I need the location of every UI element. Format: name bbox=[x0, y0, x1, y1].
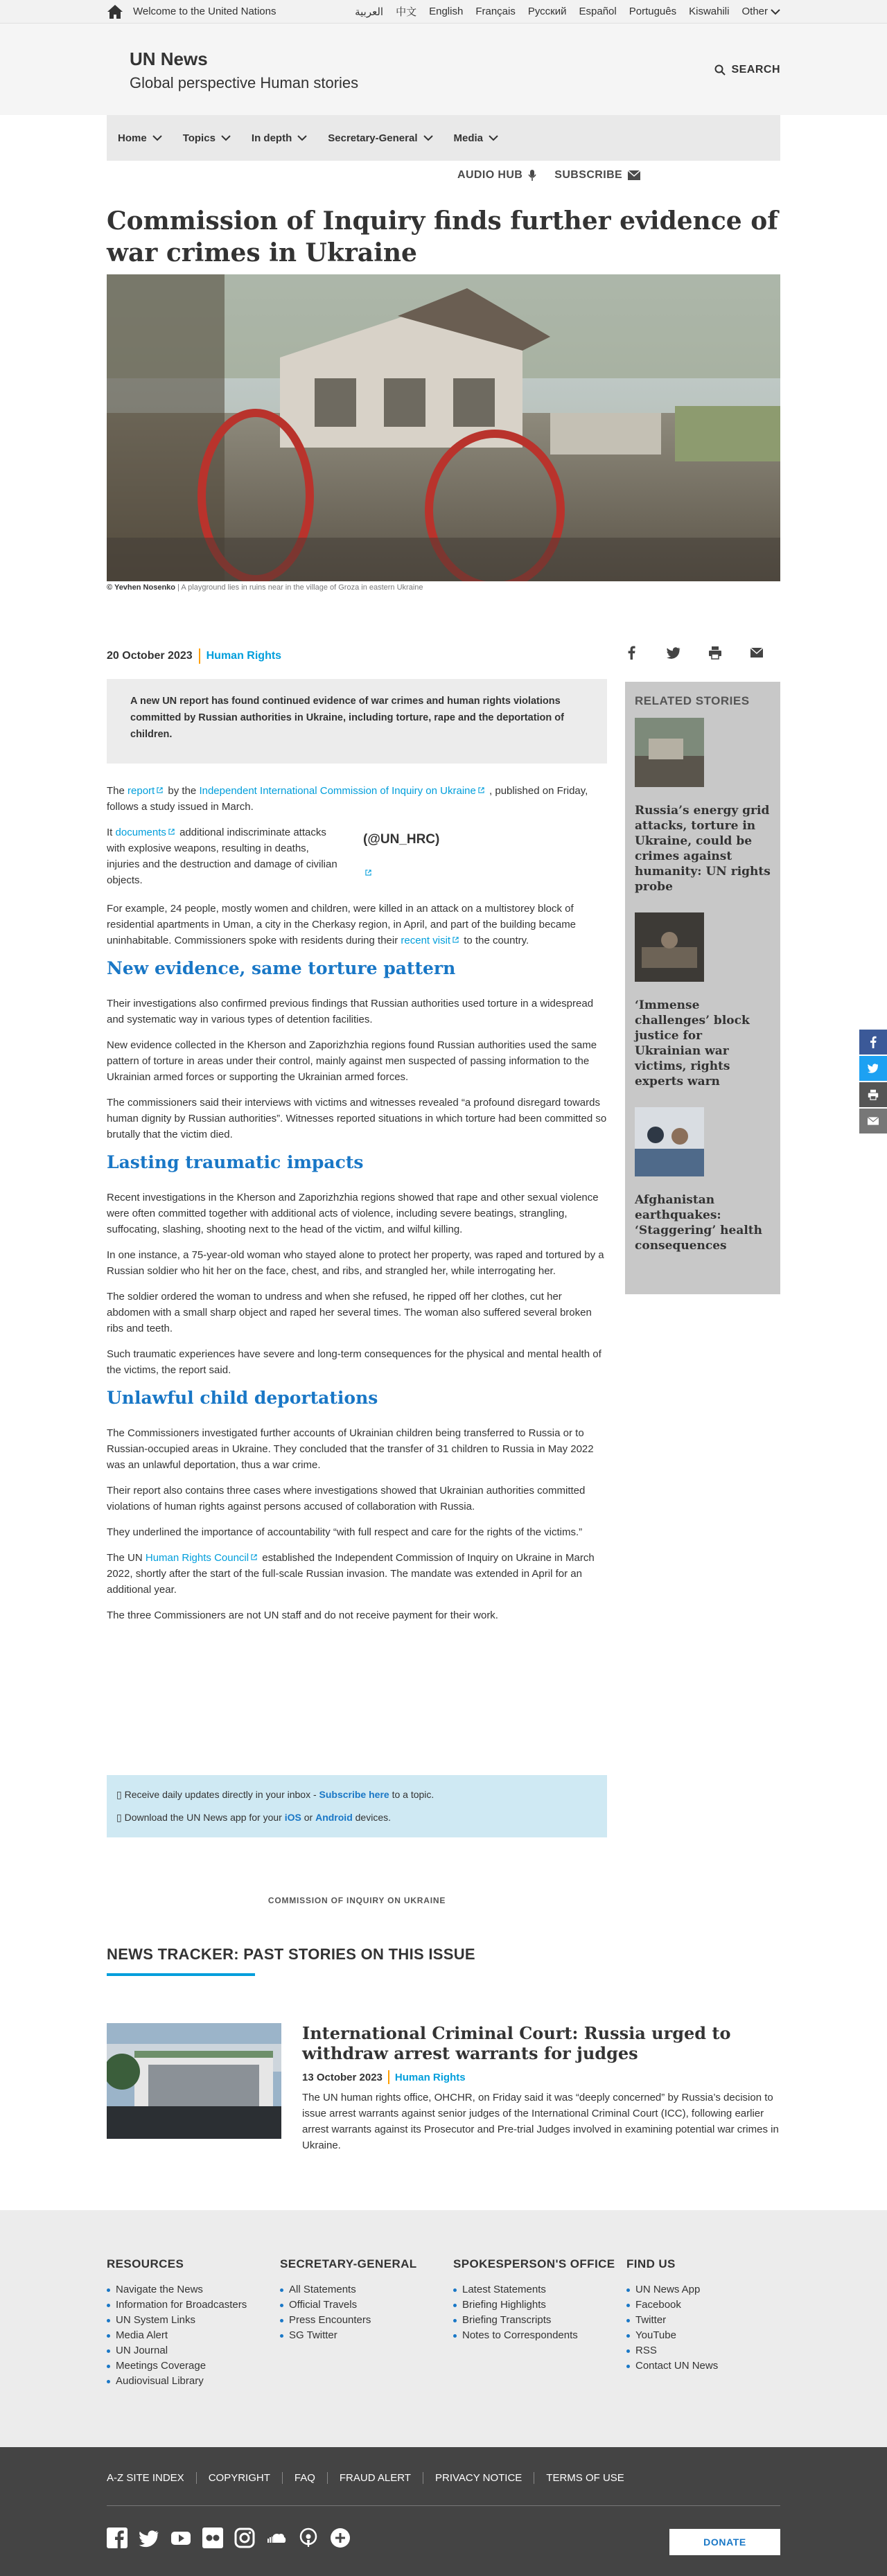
sub-nav bbox=[457, 169, 640, 182]
commission-link[interactable]: Independent International Commission of Inquiry on Ukraine bbox=[199, 785, 476, 797]
footer-legal-link[interactable]: TERMS OF USE bbox=[534, 2472, 636, 2484]
paragraph: The Commissioners investigated further accounts of Ukrainian children being transferred to Russia or to Russian-occupied areas in Ukraine. They concluded that the transfer of 31 children to Russia in May 2022 was an unlawful deportation, thus a war crime. bbox=[107, 1427, 594, 1471]
footer-divider bbox=[107, 2505, 780, 2506]
footer-heading: RESOURCES bbox=[107, 2257, 184, 2270]
documents-link[interactable]: documents bbox=[115, 827, 166, 838]
microphone-icon bbox=[528, 169, 536, 182]
footer-bottom bbox=[0, 2447, 887, 2576]
nav-label: Topics bbox=[182, 132, 216, 144]
topic-tag[interactable]: COMMISSION OF INQUIRY ON UKRAINE bbox=[267, 1896, 446, 1905]
footer-columns bbox=[107, 2257, 800, 2389]
brand-tagline: Global perspective Human stories bbox=[130, 74, 359, 91]
playground-ruins-photo bbox=[107, 274, 780, 581]
lang-spanish[interactable]: Español bbox=[579, 6, 617, 17]
tracker-underline bbox=[107, 1973, 255, 1976]
paragraph: In one instance, a 75-year-old woman who stayed alone to protect her property, was raped and tortured by a Russian soldier who hit her on the face, chest, and ribs, and strangled her, while interrogating her. bbox=[107, 1249, 604, 1277]
photo-caption: © Yevhen Nosenko | A playground lies in ruins near in the village of Groza in eastern Ukraine bbox=[107, 583, 423, 592]
article-date: 20 October 2023 bbox=[107, 650, 193, 662]
text: or bbox=[304, 1812, 313, 1823]
text: The UN bbox=[107, 1552, 143, 1564]
footer-column bbox=[626, 2257, 800, 2389]
text: It bbox=[107, 827, 113, 838]
phone-icon: ▯ bbox=[116, 1812, 122, 1823]
meta-divider bbox=[388, 2070, 389, 2084]
home-icon[interactable] bbox=[107, 4, 123, 19]
text: established the Independent Commission of Inquiry on Ukraine in March 2022, shortly after the start of the full-scale Russian invasion. The mandate was extended in April for an additional year. bbox=[107, 1552, 595, 1596]
footer-link[interactable]: Latest Statements bbox=[453, 2282, 626, 2297]
nav-media[interactable] bbox=[454, 132, 499, 144]
lang-french[interactable]: Français bbox=[475, 6, 516, 17]
footer-link[interactable]: YouTube bbox=[626, 2328, 800, 2343]
nav-home[interactable] bbox=[118, 132, 162, 144]
text: additional indiscriminate attacks with explosive weapons, resulting in deaths, injuries and the destruction and damage of civilian objects. bbox=[107, 827, 337, 886]
related-story[interactable] bbox=[635, 912, 771, 1089]
related-story[interactable] bbox=[635, 1107, 771, 1253]
paragraph bbox=[107, 783, 607, 815]
paragraph: Recent investigations in the Kherson and Zaporizhzhia regions showed that rape and other sexual violence were often committed together with additional acts of violence, including severe beatings, strangling, suffocating, slashing, shooting next to the head of the victim, and wilful killing. bbox=[107, 1192, 599, 1235]
photo-caption-text: A playground lies in ruins near in the village of Groza in eastern Ukraine bbox=[181, 583, 423, 592]
story-title: Russia’s energy grid attacks, torture in Ukraine, could be crimes against humanity: UN rights probe bbox=[635, 804, 771, 894]
hero-image bbox=[107, 274, 780, 581]
footer-link[interactable]: UN Journal bbox=[107, 2343, 280, 2358]
share-bar bbox=[625, 646, 764, 660]
twitter-icon[interactable] bbox=[667, 646, 680, 660]
twitter-handle: (@UN_HRC) bbox=[363, 832, 440, 847]
footer-link[interactable]: Facebook bbox=[626, 2297, 800, 2313]
footer-link[interactable]: Audiovisual Library bbox=[107, 2374, 280, 2389]
story-thumbnail bbox=[635, 1107, 704, 1176]
facebook-icon bbox=[869, 1036, 877, 1048]
text: For example, 24 people, mostly women and children, were killed in an attack on a multistorey block of residential apartments in Uman, a city in the Cherkasy region, in April, and part of the building became uninhabitable. Commissioners spoke with residents during their bbox=[107, 903, 577, 946]
paragraph bbox=[107, 901, 607, 949]
newsletter-box bbox=[107, 1775, 607, 1837]
article-body bbox=[107, 783, 607, 1633]
embed-row bbox=[107, 824, 607, 888]
footer-link[interactable]: Press Encounters bbox=[280, 2313, 453, 2328]
nav-label: In depth bbox=[251, 132, 292, 144]
footer-link[interactable]: Notes to Correspondents bbox=[453, 2328, 626, 2343]
footer-link[interactable]: Navigate the News bbox=[107, 2282, 280, 2297]
paragraph: They underlined the importance of accountability “with full respect and care for the rights of the victims.” bbox=[107, 1526, 583, 1538]
language-list bbox=[355, 4, 780, 19]
nav-label: Home bbox=[118, 132, 147, 144]
article-category-link[interactable]: Human Rights bbox=[206, 650, 282, 662]
tracker-headline[interactable]: International Criminal Court: Russia urged to withdraw arrest warrants for judges bbox=[302, 2023, 731, 2063]
footer-links bbox=[0, 2210, 887, 2447]
section-heading: Unlawful child deportations bbox=[107, 1388, 378, 1408]
lang-russian[interactable]: Русский bbox=[527, 6, 567, 17]
paragraph: The soldier ordered the woman to undress and when she refused, he ripped off her clothes, cut her abdomen with a small sharp object and raped her several times. The woman also suffered several broken ribs and teeth. bbox=[107, 1291, 592, 1334]
news-tracker-title: NEWS TRACKER: PAST STORIES ON THIS ISSUE bbox=[107, 1946, 475, 1963]
story-thumbnail bbox=[635, 912, 704, 982]
paragraph: New evidence collected in the Kherson and Zaporizhzhia regions found Russian authorities used the same pattern of torture in areas under their control, mainly against men suspected of passing information to the Ukrainian armed forces or supporting the Ukrainian armed forces. bbox=[107, 1039, 597, 1083]
footer-heading: SPOKESPERSON'S OFFICE bbox=[453, 2257, 615, 2270]
float-facebook-button[interactable] bbox=[859, 1030, 887, 1055]
related-title: RELATED STORIES bbox=[635, 694, 750, 707]
footer-link[interactable]: RSS bbox=[626, 2343, 800, 2358]
twitter-icon[interactable] bbox=[139, 2528, 159, 2548]
footer-legal-link[interactable]: COPYRIGHT bbox=[196, 2472, 282, 2484]
tracker-summary: The UN human rights office, OHCHR, on Friday said it was “deeply concerned” by Russia’s decision to issue arrest warrants against senior judges of the International Criminal Court (ICC), following earlier arrest warrants against its Prosecutor and Pre-trial Judges involved in examining potential war crimes in Ukraine. bbox=[302, 2092, 779, 2151]
search-label: SEARCH bbox=[731, 64, 780, 76]
newsletter-line bbox=[116, 1783, 597, 1806]
un-top-bar bbox=[0, 0, 887, 24]
related-stories bbox=[625, 682, 780, 1294]
brand-name: UN News bbox=[130, 48, 208, 69]
section-heading: Lasting traumatic impacts bbox=[107, 1152, 364, 1172]
paragraph bbox=[107, 1550, 607, 1598]
footer-link[interactable]: Briefing Highlights bbox=[453, 2297, 626, 2313]
footer-legal-link[interactable]: A-Z SITE INDEX bbox=[107, 2472, 184, 2484]
footer-link[interactable]: UN News App bbox=[626, 2282, 800, 2297]
main-nav bbox=[107, 115, 780, 161]
paragraph bbox=[107, 824, 342, 888]
text: The bbox=[107, 785, 125, 797]
report-link[interactable]: report bbox=[128, 785, 155, 797]
text: , published on Friday, follows a study issued in March. bbox=[107, 785, 588, 813]
paragraph: Such traumatic experiences have severe and long-term consequences for the physical and mental health of the victims, the report said. bbox=[107, 1348, 601, 1376]
search-icon bbox=[714, 64, 726, 76]
text: to the country. bbox=[464, 935, 529, 946]
page-title: Commission of Inquiry finds further evidence of war crimes in Ukraine bbox=[107, 206, 778, 267]
print-icon bbox=[868, 1089, 879, 1100]
section-heading: New evidence, same torture pattern bbox=[107, 958, 456, 978]
subscribe-here-link[interactable]: Subscribe here bbox=[319, 1789, 389, 1800]
brand[interactable] bbox=[130, 48, 358, 92]
email-share-icon[interactable] bbox=[750, 646, 764, 660]
audio-hub-label: AUDIO HUB bbox=[457, 169, 523, 181]
podcast-icon[interactable] bbox=[298, 2528, 319, 2548]
paragraph: The commissioners said their interviews with victims and witnesses revealed “a profound disregard towards human dignity by Russian authorities”. Witnesses reported situations in which torture had been committed so brutally that the victim died. bbox=[107, 1097, 607, 1140]
tracker-meta bbox=[302, 2070, 780, 2084]
paragraph: Their report also contains three cases where investigations showed that Ukrainian authorities committed violations of human rights against persons accused of collaboration with Russia. bbox=[107, 1485, 586, 1512]
facebook-icon[interactable] bbox=[625, 646, 639, 660]
footer-link[interactable]: Briefing Transcripts bbox=[453, 2313, 626, 2328]
external-link-icon bbox=[453, 937, 459, 943]
story-title: Afghanistan earthquakes: ‘Staggering’ health consequences bbox=[635, 1193, 763, 1253]
chevron-down-icon bbox=[221, 134, 231, 141]
footer-link[interactable]: Twitter bbox=[626, 2313, 800, 2328]
footer-link[interactable]: Information for Broadcasters bbox=[107, 2297, 280, 2313]
tracker-date: 13 October 2023 bbox=[302, 2071, 383, 2083]
twitter-icon bbox=[868, 1064, 879, 1073]
soundcloud-icon[interactable] bbox=[266, 2528, 287, 2548]
twitter-embed[interactable] bbox=[363, 824, 439, 888]
photo-credit: © Yevhen Nosenko bbox=[107, 583, 175, 592]
search-button[interactable] bbox=[714, 64, 780, 76]
app-download-line bbox=[116, 1806, 597, 1829]
external-link-icon bbox=[157, 787, 163, 793]
external-link-icon[interactable] bbox=[365, 870, 371, 876]
instagram-icon[interactable] bbox=[234, 2528, 255, 2548]
nav-label: Secretary-General bbox=[328, 132, 418, 144]
float-email-button[interactable] bbox=[859, 1109, 887, 1133]
footer-column bbox=[107, 2257, 280, 2389]
print-icon[interactable] bbox=[708, 646, 722, 660]
footer-link[interactable]: Media Alert bbox=[107, 2328, 280, 2343]
subscribe-label: SUBSCRIBE bbox=[554, 169, 623, 181]
external-link-icon bbox=[251, 1554, 257, 1560]
footer-column bbox=[280, 2257, 453, 2389]
text: to a topic. bbox=[392, 1789, 434, 1800]
subscribe-link[interactable] bbox=[554, 169, 640, 182]
article-meta bbox=[107, 649, 281, 664]
lang-arabic[interactable]: العربية bbox=[355, 6, 384, 18]
icc-building-photo bbox=[107, 2023, 281, 2139]
lang-english[interactable]: English bbox=[429, 6, 464, 17]
social-links bbox=[107, 2528, 351, 2548]
nav-topics[interactable] bbox=[183, 132, 231, 144]
envelope-icon bbox=[628, 170, 640, 180]
chevron-down-icon bbox=[297, 134, 307, 141]
lang-portuguese[interactable]: Português bbox=[629, 6, 677, 17]
footer-link[interactable]: UN System Links bbox=[107, 2313, 280, 2328]
footer-legal-link[interactable]: PRIVACY NOTICE bbox=[423, 2472, 534, 2484]
nav-secretary-general[interactable] bbox=[328, 132, 432, 144]
paragraph: Their investigations also confirmed previous findings that Russian authorities used torture in a widespread and systematic way in various types of detention facilities. bbox=[107, 998, 594, 1025]
related-story[interactable] bbox=[635, 718, 771, 894]
nav-label: Media bbox=[453, 132, 484, 144]
meta-divider bbox=[199, 649, 200, 664]
paragraph: The three Commissioners are not UN staff and do not receive payment for their work. bbox=[107, 1609, 498, 1621]
android-link[interactable]: Android bbox=[315, 1812, 353, 1823]
footer-heading: FIND US bbox=[626, 2257, 676, 2270]
story-title: ‘Immense challenges’ block justice for Ukrainian war victims, rights experts warn bbox=[635, 998, 750, 1088]
chevron-down-icon bbox=[423, 134, 433, 141]
float-print-button[interactable] bbox=[859, 1082, 887, 1107]
donate-button[interactable]: DONATE bbox=[669, 2529, 780, 2555]
footer-link[interactable]: Meetings Coverage bbox=[107, 2358, 280, 2374]
lang-chinese[interactable]: 中文 bbox=[396, 6, 417, 18]
tracker-body bbox=[302, 2023, 780, 2153]
lang-kiswahili[interactable]: Kiswahili bbox=[689, 6, 730, 17]
footer-link[interactable]: All Statements bbox=[280, 2282, 453, 2297]
add-icon[interactable] bbox=[330, 2528, 351, 2548]
float-twitter-button[interactable] bbox=[859, 1056, 887, 1081]
lang-other-label: Other bbox=[741, 6, 768, 17]
footer-link[interactable]: Official Travels bbox=[280, 2297, 453, 2313]
tracker-category-link[interactable]: Human Rights bbox=[394, 2071, 466, 2083]
human-rights-council-link[interactable]: Human Rights Council bbox=[145, 1552, 249, 1564]
nav-in-depth[interactable] bbox=[252, 132, 307, 144]
audio-hub-link[interactable] bbox=[457, 169, 536, 182]
footer-legal-links bbox=[107, 2472, 636, 2484]
facebook-icon[interactable] bbox=[107, 2528, 128, 2548]
site-header bbox=[0, 24, 887, 115]
article-summary: A new UN report has found continued evidence of war crimes and human rights violations committed by Russian authorities in Ukraine, including torture, rape and the deportation of children. bbox=[107, 679, 607, 764]
chevron-down-icon bbox=[489, 134, 498, 141]
external-link-icon bbox=[478, 787, 484, 793]
footer-link[interactable]: Contact UN News bbox=[626, 2358, 800, 2374]
lang-other-dropdown[interactable] bbox=[741, 6, 780, 17]
footer-legal-link[interactable]: FRAUD ALERT bbox=[327, 2472, 423, 2484]
recent-visit-link[interactable]: recent visit bbox=[401, 935, 451, 946]
text: devices. bbox=[355, 1812, 391, 1823]
story-thumbnail bbox=[635, 718, 704, 787]
welcome-link[interactable]: Welcome to the United Nations bbox=[133, 6, 276, 17]
youtube-icon[interactable] bbox=[170, 2528, 191, 2548]
flickr-icon[interactable] bbox=[202, 2528, 223, 2548]
text: by the bbox=[168, 785, 197, 797]
floating-share bbox=[859, 1030, 887, 1135]
footer-column bbox=[453, 2257, 626, 2389]
text: Receive daily updates directly in your inbox - bbox=[124, 1789, 317, 1800]
ios-link[interactable]: iOS bbox=[284, 1812, 301, 1823]
chevron-down-icon bbox=[152, 134, 162, 141]
text: Download the UN News app for your bbox=[124, 1812, 282, 1823]
external-link-icon bbox=[168, 829, 175, 835]
footer-legal-link[interactable]: FAQ bbox=[282, 2472, 327, 2484]
info-icon: ▯ bbox=[116, 1789, 122, 1800]
footer-link[interactable]: SG Twitter bbox=[280, 2328, 453, 2343]
chevron-down-icon bbox=[771, 8, 780, 15]
footer-heading: SECRETARY-GENERAL bbox=[280, 2257, 417, 2270]
email-icon bbox=[868, 1117, 879, 1125]
